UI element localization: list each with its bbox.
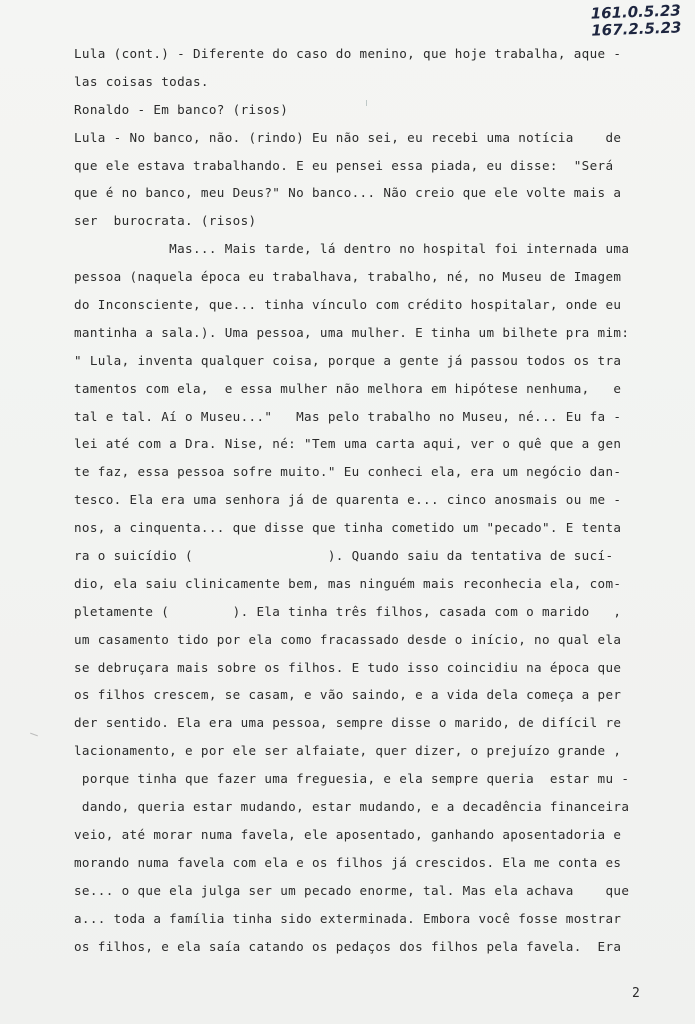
text-line: pletamente ( ). Ela tinha três filhos, casada com o marido , xyxy=(74,603,622,619)
text-line: tesco. Ela era uma senhora já de quarenta e... cinco anosmais ou me - xyxy=(74,492,622,508)
text-line: tamentos com ela, e essa mulher não melhora em hipótese nenhuma, e xyxy=(74,380,622,396)
text-line: se... o que ela julga ser um pecado enorme, tal. Mas ela achava que xyxy=(74,882,630,898)
text-line: Mas... Mais tarde, lá dentro no hospital foi internada uma xyxy=(74,241,630,257)
text-line: ser burocrata. (risos) xyxy=(74,213,257,229)
archive-reference xyxy=(590,2,681,39)
text-line: tal e tal. Aí o Museu..." Mas pelo trabalho no Museu, né... Eu fa - xyxy=(74,408,622,424)
text-line: os filhos crescem, se casam, e vão saindo, e a vida dela começa a per xyxy=(74,687,622,703)
text-line: morando numa favela com ela e os filhos já crescidos. Ela me conta es xyxy=(74,854,622,870)
text-line: do Inconsciente, que... tinha vínculo com crédito hospitalar, onde eu xyxy=(74,297,622,313)
text-line: " Lula, inventa qualquer coisa, porque a gente já passou todos os tra xyxy=(74,352,622,368)
text-line: a... toda a família tinha sido exterminada. Embora você fosse mostrar xyxy=(74,910,622,926)
text-line: Lula (cont.) - Diferente do caso do menino, que hoje trabalha, aque - xyxy=(74,46,622,61)
text-line: nos, a cinquenta... que disse que tinha cometido um "pecado". E tenta xyxy=(74,520,622,536)
text-line: porque tinha que fazer uma freguesia, e ela sempre queria estar mu - xyxy=(74,771,630,787)
text-line: te faz, essa pessoa sofre muito." Eu conheci ela, era um negócio dan- xyxy=(74,464,622,480)
text-line: las coisas todas. xyxy=(74,73,209,89)
text-line: Lula - No banco, não. (rindo) Eu não sei, eu recebi uma notícia de xyxy=(74,129,622,145)
text-line: Ronaldo - Em banco? (risos) xyxy=(74,101,289,117)
transcript-body xyxy=(74,40,644,960)
text-line: lei até com a Dra. Nise, né: "Tem uma carta aqui, ver o quê que a gen xyxy=(74,436,622,452)
page-number: 2 xyxy=(632,986,640,1001)
margin-mark xyxy=(30,733,38,737)
text-line: que ele estava trabalhando. E eu pensei essa piada, eu disse: "Será xyxy=(74,157,614,173)
archive-reference-1: 161.0.5.23 xyxy=(590,1,681,23)
text-line: dando, queria estar mudando, estar mudando, e a decadência financeira xyxy=(74,799,630,815)
text-line: os filhos, e ela saía catando os pedaços dos filhos pela favela. Era xyxy=(74,938,622,954)
text-line: lacionamento, e por ele ser alfaiate, quer dizer, o prejuízo grande , xyxy=(74,743,622,759)
text-line: ra o suicídio ( ). Quando saiu da tentativa de sucí- xyxy=(74,548,614,564)
text-line: se debruçara mais sobre os filhos. E tudo isso coincidiu na época que xyxy=(74,659,622,675)
archive-reference-2: 167.2.5.23 xyxy=(590,18,682,40)
text-line: dio, ela saiu clinicamente bem, mas ninguém mais reconhecia ela, com- xyxy=(74,575,622,591)
text-line: veio, até morar numa favela, ele aposentado, ganhando aposentadoria e xyxy=(74,826,622,842)
text-line: que é no banco, meu Deus?" No banco... Não creio que ele volte mais a xyxy=(74,185,622,201)
text-line: pessoa (naquela época eu trabalhava, trabalho, né, no Museu de Imagem xyxy=(74,269,622,285)
text-line: um casamento tido por ela como fracassado desde o início, no qual ela xyxy=(74,631,622,647)
text-line: der sentido. Ela era uma pessoa, sempre disse o marido, de difícil re xyxy=(74,715,622,731)
text-line: mantinha a sala.). Uma pessoa, uma mulher. E tinha um bilhete pra mim: xyxy=(74,324,630,340)
